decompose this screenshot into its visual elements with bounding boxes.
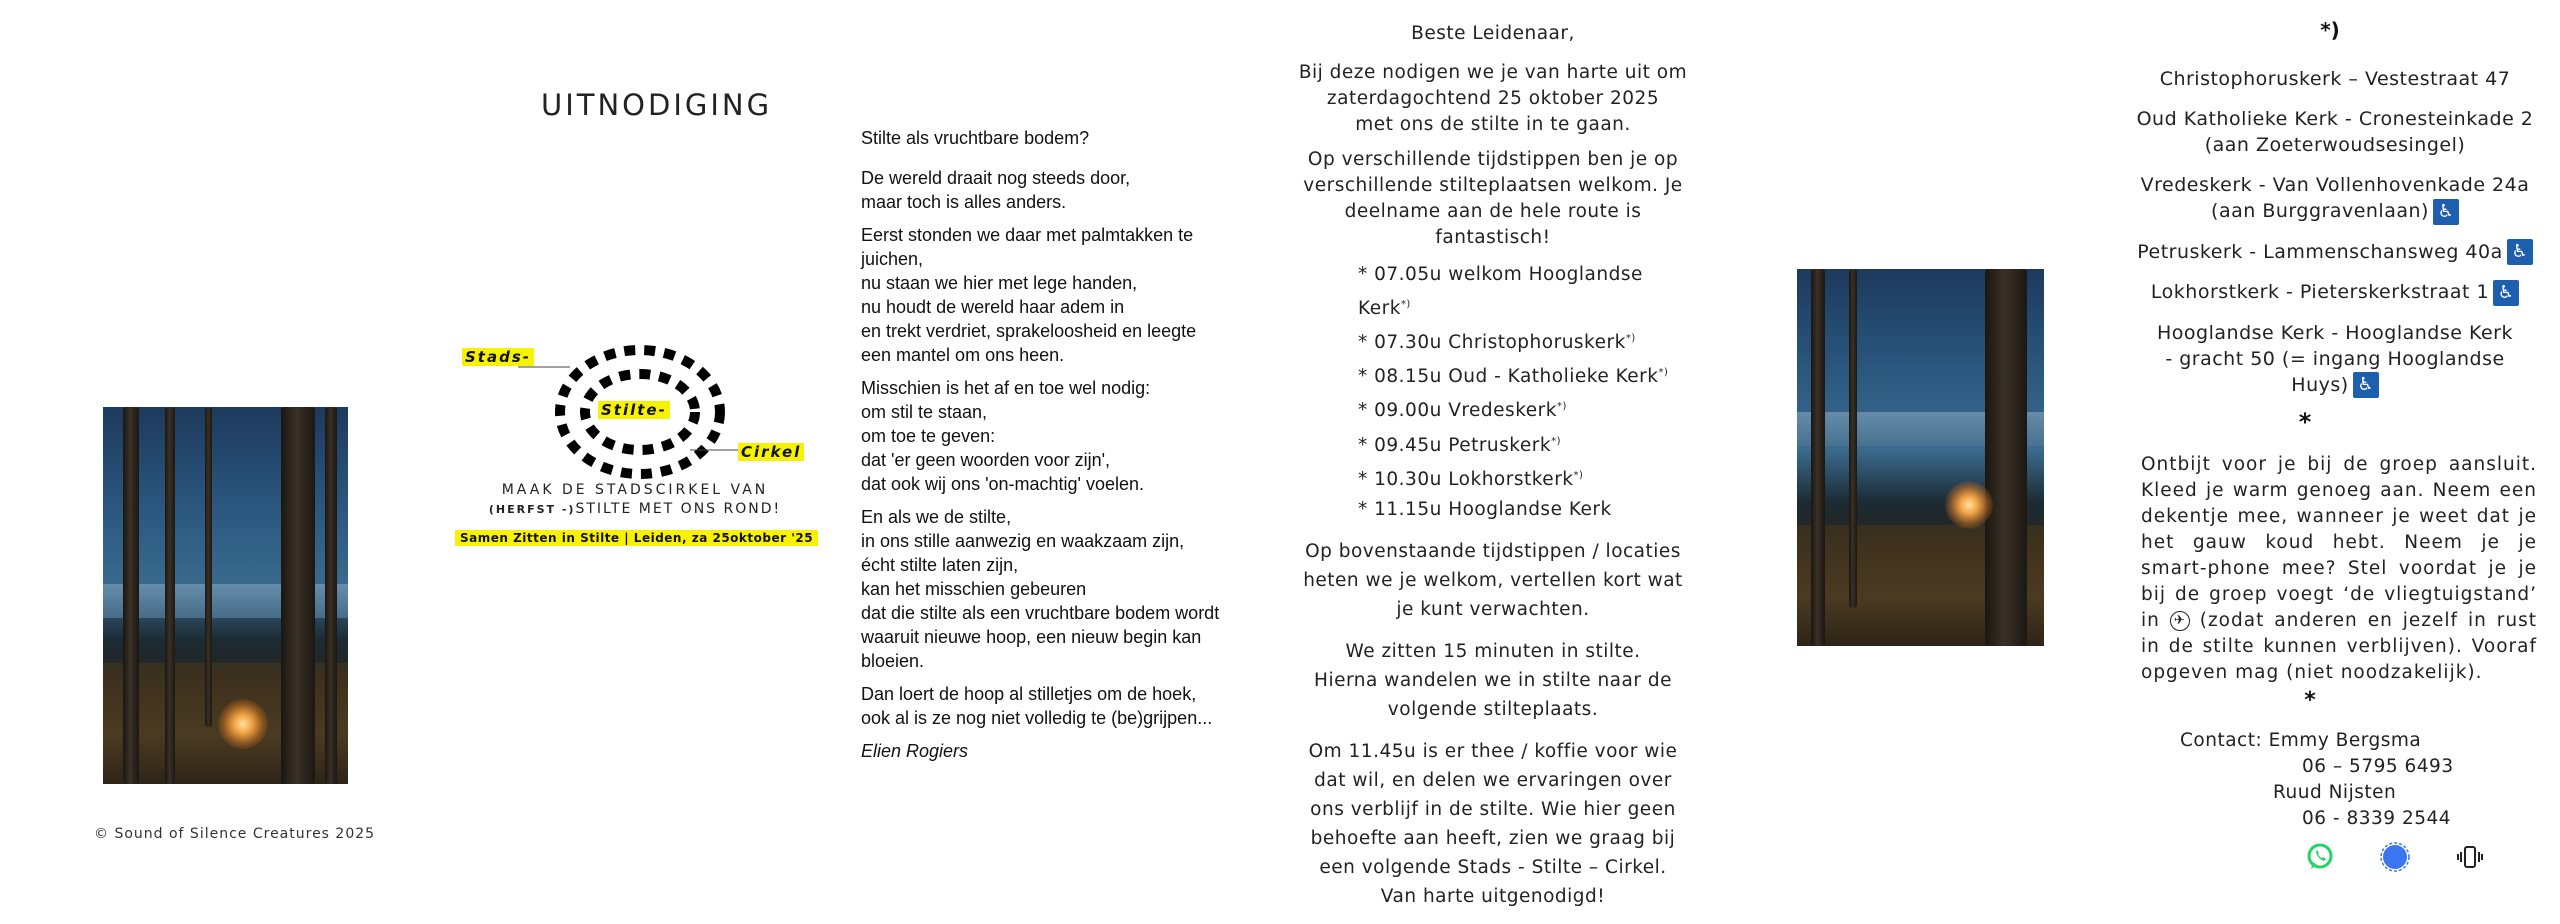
letter-line: fantastisch!: [1435, 227, 1551, 248]
candle-light: [218, 699, 268, 749]
poem-line: een mantel om ons heen.: [861, 345, 1065, 365]
letter-line: deelname aan de hele route is: [1344, 201, 1642, 222]
contact-phone-2: 06 - 8339 2544: [2302, 808, 2452, 829]
poem-line: nu houdt de wereld haar adem in: [861, 297, 1125, 317]
stads-stilte-cirkel-logo: [450, 340, 830, 560]
poem-line: En als we de stilte,: [861, 507, 1012, 527]
poem-line: om toe te geven:: [861, 426, 996, 446]
letter-line: dat wil, en delen we ervaringen over: [1314, 769, 1672, 791]
location-list: [2135, 66, 2535, 412]
poem-line: Eerst stonden we daar met palmtakken te: [861, 225, 1194, 245]
location-item: [2135, 172, 2535, 225]
letter-paragraph-3: [1288, 537, 1698, 624]
letter-line: met ons de stilte in te gaan.: [1355, 114, 1631, 135]
schedule-text: * 09.00u Vredeskerk: [1358, 400, 1557, 422]
letter-paragraph-2: [1288, 147, 1698, 251]
letter-line: Op bovenstaande tijdstippen / locaties: [1305, 540, 1681, 562]
schedule-list: [1288, 260, 1698, 525]
poem-line: ook al is ze nog niet volledig te (be)grijpen...: [861, 708, 1213, 728]
poem-line: nu staan we hier met lege handen,: [861, 273, 1138, 293]
schedule-footnote-mark: *): [1556, 401, 1567, 413]
location-text: Hooglandse Kerk - Hooglandse Kerk: [2157, 321, 2513, 344]
logo-line-2-rest: STILTE MET ONS ROND!: [575, 501, 782, 517]
location-text: Petruskerk - Lammenschansweg 40a: [2137, 240, 2503, 263]
letter-line: Hierna wandelen we in stilte naar de: [1314, 669, 1672, 691]
separator-star-2: *: [2304, 688, 2316, 713]
schedule-footnote-mark: *): [1658, 367, 1669, 379]
poem-line: waaruit nieuwe hoop, een nieuw begin kan: [861, 627, 1202, 647]
schedule-text: * 11.15u Hooglandse Kerk: [1358, 498, 1612, 520]
location-item: [2135, 239, 2535, 266]
schedule-text: * 10.30u Lokhorstkerk: [1358, 468, 1574, 490]
copyright-notice: © Sound of Silence Creatures 2025: [94, 826, 376, 842]
logo-word-stads: Stads-: [462, 348, 534, 366]
schedule-item: [1358, 495, 1698, 525]
poem-line: dat ook wij ons 'on-machtig' voelen.: [861, 474, 1145, 494]
tree-trunk: [1849, 269, 1857, 608]
location-line: [2135, 172, 2535, 198]
poem-stanza: [861, 682, 1281, 730]
letter-line: zaterdagochtend 25 oktober 2025: [1326, 88, 1660, 109]
location-line: [2135, 279, 2535, 306]
schedule-text: * 07.30u Christophoruskerk: [1358, 332, 1626, 354]
logo-word-cirkel: Cirkel: [738, 443, 804, 461]
letter-line: Om 11.45u is er thee / koffie voor wie: [1308, 740, 1678, 762]
tree-trunk: [123, 407, 139, 784]
logo-event-bar: Samen Zitten in Stilte | Leiden, za 25oktober '25: [455, 530, 818, 546]
poem-line: om stil te staan,: [861, 402, 988, 422]
location-line: [2135, 320, 2535, 346]
schedule-footnote-mark: *): [1625, 333, 1636, 345]
poem-line: kan het misschien gebeuren: [861, 579, 1087, 599]
schedule-footnote-mark: *): [1551, 435, 1561, 447]
letter-paragraph-1: [1288, 60, 1698, 138]
schedule-item: [1358, 260, 1698, 324]
poem-author: Elien Rogiers: [861, 741, 969, 761]
location-line: [2135, 239, 2535, 266]
poem-line: en trekt verdriet, sprakeloosheid en leegte: [861, 321, 1197, 341]
wheelchair-accessible-icon: ♿: [2493, 280, 2519, 306]
location-item: [2135, 106, 2535, 158]
poem: [861, 126, 1281, 772]
practical-info-tail: (zodat anderen en jezelf in rust in de stilte kunnen verblijven). Vooraf opgeven mag (niet noodzakelijk).: [2141, 610, 2537, 683]
letter-paragraph-4: [1288, 637, 1698, 724]
tree-trunk: [281, 407, 315, 784]
candle-light: [1945, 481, 1993, 529]
locations-header: *): [2320, 18, 2340, 42]
location-line: [2135, 66, 2535, 92]
poem-line: Misschien is het af en toe wel nodig:: [861, 378, 1151, 398]
schedule-text: * 08.15u Oud - Katholieke Kerk: [1358, 366, 1659, 388]
letter-line: behoefte aan heeft, zien we graag bij: [1310, 827, 1676, 849]
poem-line: Dan loert de hoop al stilletjes om de hoek,: [861, 684, 1197, 704]
logo-word-stilte: Stilte-: [598, 401, 670, 419]
location-text: Christophoruskerk – Vestestraat 47: [2159, 68, 2511, 90]
poem-line: dat 'er geen woorden voor zijn',: [861, 450, 1111, 470]
logo-line-2-herfst: (HERFST -): [488, 503, 576, 516]
tree-trunk: [165, 407, 175, 784]
letter-line: heten we je welkom, vertellen kort wat: [1303, 569, 1683, 591]
contact-block: [2180, 728, 2454, 832]
letter-line: ons verblijf in de stilte. Wie hier geen: [1310, 798, 1676, 820]
location-item: [2135, 66, 2535, 92]
poem-stanza: [861, 505, 1281, 673]
poem-line: écht stilte laten zijn,: [861, 555, 1019, 575]
tree-trunk: [325, 407, 337, 784]
tree-trunk: [1811, 269, 1825, 646]
poem-line: in ons stille aanwezig en waakzaam zijn,: [861, 531, 1185, 551]
separator-star-1: *: [2298, 408, 2312, 436]
poem-stanza: [861, 223, 1281, 367]
messaging-icons: [2265, 842, 2525, 872]
location-text: Vredeskerk - Van Vollenhovenkade 24a: [2140, 174, 2530, 196]
candle-forest-photo-right: [1797, 269, 2044, 646]
contact-label: Contact: Emmy Bergsma: [2180, 730, 2422, 751]
wheelchair-accessible-icon: ♿: [2353, 372, 2379, 398]
poem-heading: Stilte als vruchtbare bodem?: [861, 128, 1090, 148]
letter-line: Bij deze nodigen we je van harte uit om: [1298, 62, 1688, 83]
schedule-item: [1358, 427, 1698, 461]
location-line: [2135, 346, 2535, 399]
invitation-letter: [1288, 21, 1698, 924]
location-text: (aan Zoeterwoudsesingel): [2204, 134, 2466, 156]
poem-line: maar toch is alles anders.: [861, 192, 1067, 212]
poem-stanza: [861, 376, 1281, 496]
signal-icon: [2380, 842, 2410, 872]
letter-line: een volgende Stads - Stilte – Cirkel.: [1319, 856, 1667, 878]
location-item: [2135, 279, 2535, 306]
candle-forest-photo-left: [103, 407, 348, 784]
poem-line: De wereld draait nog steeds door,: [861, 168, 1131, 188]
schedule-item: [1358, 461, 1698, 495]
letter-line: verschillende stilteplaatsen welkom. Je: [1303, 175, 1683, 196]
location-text: - gracht 50 (= ingang Hooglandse Huys): [2165, 347, 2505, 396]
location-item: [2135, 320, 2535, 399]
letter-greeting: Beste Leidenaar,: [1411, 23, 1575, 44]
logo-line-1: MAAK DE STADSCIRKEL VAN: [501, 482, 769, 498]
letter-line: Van harte uitgenodigd!: [1380, 885, 1606, 907]
location-text: Oud Katholieke Kerk - Cronesteinkade 2: [2136, 108, 2534, 130]
airplane-mode-icon: ✈: [2170, 611, 2190, 631]
letter-line: je kunt verwachten.: [1396, 598, 1590, 620]
logo-line-2: [450, 501, 820, 517]
schedule-text: * 09.45u Petruskerk: [1358, 434, 1552, 456]
location-text: (aan Burggravenlaan): [2211, 200, 2429, 222]
schedule-footnote-mark: *): [1400, 299, 1411, 310]
wheelchair-accessible-icon: ♿: [2507, 239, 2533, 265]
schedule-text: * 07.05u welkom Hooglandse Kerk: [1358, 264, 1643, 320]
contact-name-2: Ruud Nijsten: [2273, 782, 2397, 803]
location-line: [2135, 132, 2535, 158]
letter-line: We zitten 15 minuten in stilte.: [1345, 640, 1641, 662]
location-text: Lokhorstkerk - Pieterskerkstraat 1: [2150, 281, 2490, 303]
poem-line: bloeien.: [861, 651, 925, 671]
letter-line: volgende stilteplaats.: [1387, 698, 1599, 720]
location-line: [2135, 198, 2535, 225]
tree-trunk: [205, 407, 212, 727]
page-title: UITNODIGING: [541, 88, 773, 122]
letter-line: Op verschillende tijdstippen ben je op: [1307, 149, 1679, 170]
whatsapp-icon: [2305, 842, 2335, 872]
letter-paragraph-5: [1288, 737, 1698, 911]
poem-stanza: [861, 166, 1281, 214]
practical-info-text: Ontbijt voor je bij de groep aansluit. Kleed je warm genoeg aan. Neem een dekentje mee, wanneer je weet dat je het gauw koud hebt. Neem je je smart-phone mee? Stel voordat je je bij de groep voegt ‘de vliegtuigstand’ in: [2141, 454, 2537, 631]
schedule-footnote-mark: *): [1573, 469, 1584, 481]
wheelchair-accessible-icon: ♿: [2433, 199, 2459, 225]
tree-trunk: [1985, 269, 2027, 646]
schedule-item: [1358, 392, 1698, 426]
schedule-item: [1358, 358, 1698, 392]
phone-vibrate-icon: [2455, 842, 2485, 872]
location-line: [2135, 106, 2535, 132]
practical-info: [2141, 452, 2537, 686]
poem-line: juichen,: [861, 249, 924, 269]
poem-line: dat die stilte als een vruchtbare bodem wordt: [861, 603, 1220, 623]
schedule-item: [1358, 324, 1698, 358]
contact-phone-1: 06 – 5795 6493: [2302, 756, 2454, 777]
